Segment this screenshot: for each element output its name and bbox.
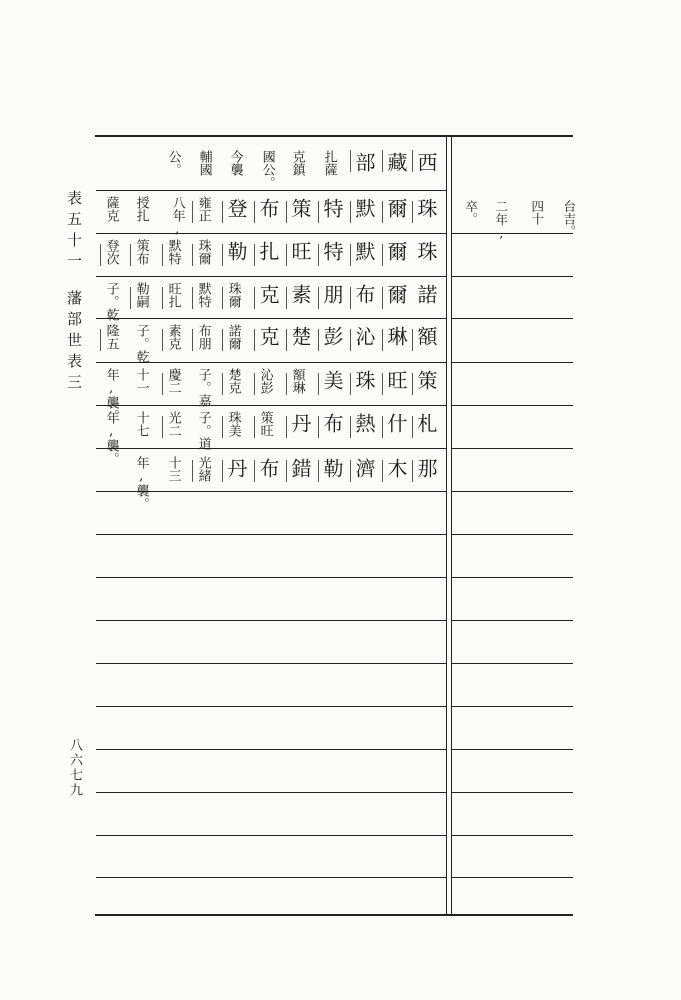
cell-divider (254, 244, 255, 266)
name-char: 布 (352, 284, 376, 304)
row-rule (96, 448, 446, 449)
cell-divider (162, 329, 163, 351)
cell-divider (100, 244, 101, 266)
table-row (96, 233, 446, 276)
row-rule (96, 877, 446, 878)
name-char: 諾 (414, 284, 438, 304)
name-char: 丹 (288, 413, 312, 433)
cell-divider (222, 373, 223, 395)
header-divider (382, 150, 383, 172)
cell-divider (192, 201, 193, 223)
cell-divider (382, 287, 383, 309)
table-row (96, 362, 446, 422)
name-char: 默 (352, 198, 376, 218)
table-row (96, 452, 446, 510)
header-divider (412, 150, 413, 172)
cell-divider (382, 329, 383, 351)
annotation-line: 四十 (529, 200, 545, 225)
row-rule (96, 663, 446, 664)
cell-divider (100, 329, 101, 351)
succession-note: 旺扎 (165, 282, 181, 308)
succession-note: 光二 (165, 411, 181, 437)
row-rule-right (452, 276, 573, 277)
name-char: 朋 (320, 284, 344, 304)
name-char: 布 (256, 198, 280, 218)
name-char: 札 (414, 413, 438, 433)
name-char: 素 (288, 284, 312, 304)
cell-divider (286, 373, 287, 395)
row-rule (96, 835, 446, 836)
table-row (96, 318, 446, 362)
cell-divider (192, 460, 193, 482)
succession-note: 勒嗣 (133, 282, 149, 308)
succession-note: 額琳 (289, 368, 305, 394)
name-char: 那 (414, 458, 438, 478)
row-rule (96, 534, 446, 535)
cell-divider (286, 329, 287, 351)
name-char: 珠 (414, 198, 438, 218)
row-rule-right (452, 663, 573, 664)
row-rule-right (452, 405, 573, 406)
cell-divider (286, 287, 287, 309)
name-char: 克 (256, 326, 280, 346)
succession-note: 登次 (103, 239, 119, 265)
succession-note: 諾爾 (225, 324, 241, 350)
cell-divider (162, 416, 163, 438)
column-divider-left (446, 135, 447, 915)
cell-divider (382, 201, 383, 223)
page-number: 八六七九 (67, 738, 82, 798)
row-rule (96, 620, 446, 621)
cell-divider (222, 329, 223, 351)
cell-divider (254, 201, 255, 223)
name-char: 布 (256, 458, 280, 478)
cell-divider (412, 416, 413, 438)
name-char: 布 (320, 413, 344, 433)
annotation-line: 台吉。 (561, 200, 577, 238)
cell-divider (192, 287, 193, 309)
succession-note: 雍正 (195, 196, 211, 222)
succession-note: 子。嘉 (195, 368, 211, 407)
succession-note: 十七 (133, 411, 149, 437)
row-rule-right (452, 534, 573, 535)
name-char: 特 (320, 198, 344, 218)
row-rule (96, 706, 446, 707)
row-rule (96, 749, 446, 750)
name-char: 旺 (288, 241, 312, 261)
name-char: 琳 (384, 326, 408, 346)
cell-divider (382, 244, 383, 266)
table-row (96, 276, 446, 321)
succession-note: 珠美 (225, 411, 241, 437)
header-col-4b: 克鎮 (289, 150, 305, 176)
row-rule-right (452, 491, 573, 492)
header-col-4a: 扎薩 (321, 150, 337, 176)
cell-divider (254, 287, 255, 309)
row-rule-right (452, 233, 573, 234)
table-row (96, 190, 446, 237)
name-char: 爾 (384, 241, 408, 261)
row-rule-right (452, 448, 573, 449)
row-rule-right (452, 835, 573, 836)
cell-divider (350, 460, 351, 482)
succession-note: 沁彭 (257, 368, 273, 394)
cell-divider (318, 287, 319, 309)
succession-note: 子。乾 (103, 282, 119, 321)
cell-divider (350, 244, 351, 266)
name-char: 美 (320, 370, 344, 390)
cell-divider (222, 244, 223, 266)
cell-divider (222, 460, 223, 482)
cell-divider (350, 329, 351, 351)
header-col-3: 部 (352, 152, 376, 172)
header-col-1: 西 (414, 152, 438, 172)
cell-divider (286, 201, 287, 223)
name-char: 策 (288, 198, 312, 218)
succession-note: 默特 (195, 282, 211, 308)
cell-divider (350, 373, 351, 395)
bottom-rule (95, 914, 573, 916)
succession-note: 楚克 (225, 368, 241, 394)
cell-divider (382, 373, 383, 395)
annotation-line: 卒。 (463, 200, 479, 225)
cell-divider (162, 287, 163, 309)
succession-note: 子。乾 (133, 324, 149, 363)
header-divider (350, 150, 351, 172)
cell-divider (412, 373, 413, 395)
succession-note: 八年, (169, 196, 185, 237)
column-divider-right (451, 135, 452, 915)
cell-divider (254, 373, 255, 395)
row-rule (96, 792, 446, 793)
annotation-line: 二 (493, 200, 509, 213)
cell-divider (192, 329, 193, 351)
row-rule-right (452, 577, 573, 578)
succession-note: 十三 (165, 456, 181, 482)
name-char: 特 (320, 241, 344, 261)
cell-divider (412, 201, 413, 223)
header-col-5a: 今襲 (227, 150, 243, 176)
succession-note: 布朋 (195, 324, 211, 350)
name-char: 丹 (224, 458, 248, 478)
cell-divider (254, 460, 255, 482)
succession-note: 薩克 (103, 196, 119, 222)
cell-divider (222, 287, 223, 309)
name-char: 木 (384, 458, 408, 478)
row-rule-right (452, 362, 573, 363)
succession-note: 子。道 (195, 411, 211, 450)
cell-divider (350, 416, 351, 438)
cell-divider (318, 244, 319, 266)
cell-divider (286, 416, 287, 438)
name-char: 默 (352, 241, 376, 261)
name-char: 勒 (320, 458, 344, 478)
succession-note: 光緒 (195, 456, 211, 482)
header-col-5c: 公。 (165, 150, 181, 176)
row-rule (96, 577, 446, 578)
cell-divider (162, 373, 163, 395)
succession-note: 珠爾 (225, 282, 241, 308)
header-col-2: 藏 (384, 152, 408, 172)
succession-note: 年,襲。 (103, 411, 119, 465)
name-char: 勒 (224, 241, 248, 261)
name-char: 熱 (352, 413, 376, 433)
succession-note: 策旺 (257, 411, 273, 437)
cell-divider (412, 460, 413, 482)
header-col-4c: 國公。 (259, 150, 275, 189)
succession-note: 慶二 (165, 368, 181, 394)
cell-divider (318, 460, 319, 482)
cell-divider (382, 460, 383, 482)
cell-divider (192, 244, 193, 266)
cell-divider (254, 329, 255, 351)
cell-divider (222, 416, 223, 438)
name-char: 克 (256, 284, 280, 304)
name-char: 楚 (288, 326, 312, 346)
header-col-5b: 輔國 (196, 150, 212, 176)
name-char: 扎 (256, 241, 280, 261)
annotation-line: 年, (493, 213, 509, 241)
top-rule (95, 135, 573, 137)
name-char: 沁 (352, 326, 376, 346)
row-rule-right (452, 706, 573, 707)
succession-note: 十一 (133, 368, 149, 394)
name-char: 爾 (384, 198, 408, 218)
succession-note: 默特 (165, 239, 181, 265)
name-char: 彭 (320, 326, 344, 346)
row-rule-right (452, 318, 573, 319)
cell-divider (382, 416, 383, 438)
cell-divider (318, 201, 319, 223)
name-char: 旺 (384, 370, 408, 390)
name-char: 什 (384, 413, 408, 433)
name-char: 錯 (288, 458, 312, 478)
name-char: 爾 (384, 284, 408, 304)
succession-note: 授扎 (133, 196, 149, 222)
cell-divider (162, 244, 163, 266)
cell-divider (130, 287, 131, 309)
row-rule-right (452, 620, 573, 621)
name-char: 珠 (352, 370, 376, 390)
name-char: 濟 (352, 458, 376, 478)
succession-note: 年,襲。 (133, 456, 149, 510)
row-rule-right (452, 749, 573, 750)
cell-divider (318, 329, 319, 351)
name-char: 登 (224, 198, 248, 218)
cell-divider (412, 329, 413, 351)
cell-divider (318, 373, 319, 395)
margin-title-bottom: 藩部世表三 (65, 290, 83, 395)
row-rule-right (452, 877, 573, 878)
cell-divider (222, 201, 223, 223)
succession-note: 策布 (133, 239, 149, 265)
table-row (96, 405, 446, 465)
margin-title-top: 表五十一 (65, 190, 83, 274)
succession-note: 素克 (165, 324, 181, 350)
name-char: 珠 (414, 241, 438, 261)
row-rule-right (452, 792, 573, 793)
cell-divider (350, 201, 351, 223)
name-char: 策 (414, 370, 438, 390)
cell-divider (286, 244, 287, 266)
succession-note: 年,襲。 (103, 368, 119, 422)
cell-divider (318, 416, 319, 438)
cell-divider (350, 287, 351, 309)
succession-note: 珠爾 (195, 239, 211, 265)
succession-note: 隆五 (103, 324, 119, 350)
name-char: 額 (414, 326, 438, 346)
cell-divider (286, 460, 287, 482)
cell-divider (130, 244, 131, 266)
cell-divider (254, 416, 255, 438)
